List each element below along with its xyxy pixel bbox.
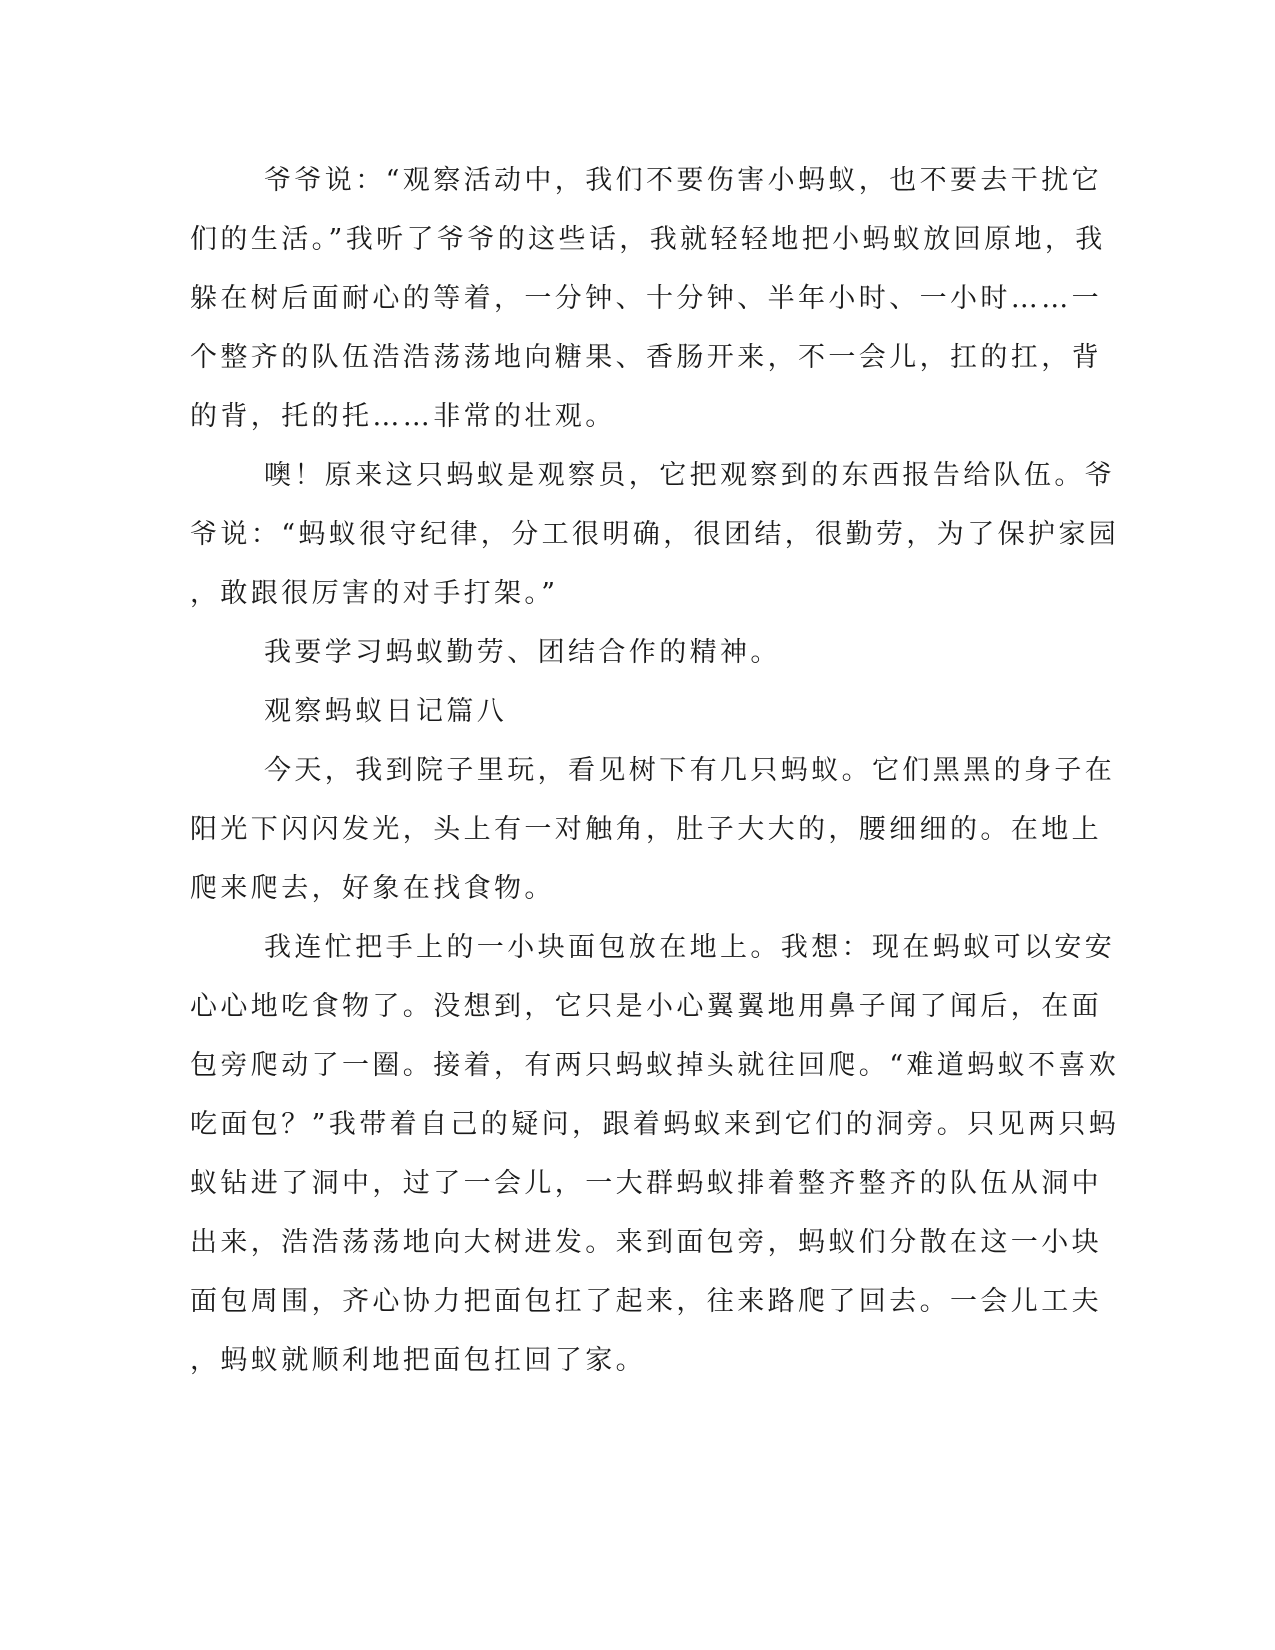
paragraph-line: 爬来爬去，好象在找食物。 xyxy=(190,873,555,904)
paragraph-line: 包旁爬动了一圈。接着，有两只蚂蚁掉头就往回爬。“难道蚂蚁不喜欢 xyxy=(190,1050,1120,1081)
paragraph-line: 蚁钻进了洞中，过了一会儿，一大群蚂蚁排着整齐整齐的队伍从洞中 xyxy=(190,1168,1102,1199)
paragraph-line: ，蚂蚁就顺利地把面包扛回了家。 xyxy=(190,1345,646,1376)
section-heading: 观察蚂蚁日记篇八 xyxy=(264,696,508,727)
paragraph-line: 今天，我到院子里玩，看见树下有几只蚂蚁。它们黑黑的身子在 xyxy=(264,755,1116,786)
paragraph-line: 爷说：“蚂蚁很守纪律，分工很明确，很团结，很勤劳，为了保护家园 xyxy=(190,519,1120,550)
paragraph-line: 阳光下闪闪发光，头上有一对触角，肚子大大的，腰细细的。在地上 xyxy=(190,814,1102,845)
paragraph-line: 面包周围，齐心协力把面包扛了起来，往来路爬了回去。一会儿工夫 xyxy=(190,1286,1102,1317)
paragraph-line: 们的生活。”我听了爷爷的这些话，我就轻轻地把小蚂蚁放回原地，我 xyxy=(190,224,1106,255)
paragraph-line: 躲在树后面耐心的等着，一分钟、十分钟、半年小时、一小时……一 xyxy=(190,283,1102,314)
paragraph-line: 我连忙把手上的一小块面包放在地上。我想：现在蚂蚁可以安安 xyxy=(264,932,1116,963)
paragraph-line: 噢！原来这只蚂蚁是观察员，它把观察到的东西报告给队伍。爷 xyxy=(264,460,1116,491)
paragraph-line: 个整齐的队伍浩浩荡荡地向糖果、香肠开来，不一会儿，扛的扛，背 xyxy=(190,342,1102,373)
paragraph-line: ，敢跟很厉害的对手打架。” xyxy=(190,578,559,609)
paragraph-line: 吃面包？”我带着自己的疑问，跟着蚂蚁来到它们的洞旁。只见两只蚂 xyxy=(190,1109,1120,1140)
paragraph-line: 出来，浩浩荡荡地向大树进发。来到面包旁，蚂蚁们分散在这一小块 xyxy=(190,1227,1102,1258)
paragraph-line: 我要学习蚂蚁勤劳、团结合作的精神。 xyxy=(264,637,781,668)
paragraph-line: 爷爷说：“观察活动中，我们不要伤害小蚂蚁，也不要去干扰它 xyxy=(264,165,1103,196)
paragraph-line: 的背，托的托……非常的壮观。 xyxy=(190,401,616,432)
paragraph-line: 心心地吃食物了。没想到，它只是小心翼翼地用鼻子闻了闻后，在面 xyxy=(190,991,1102,1022)
